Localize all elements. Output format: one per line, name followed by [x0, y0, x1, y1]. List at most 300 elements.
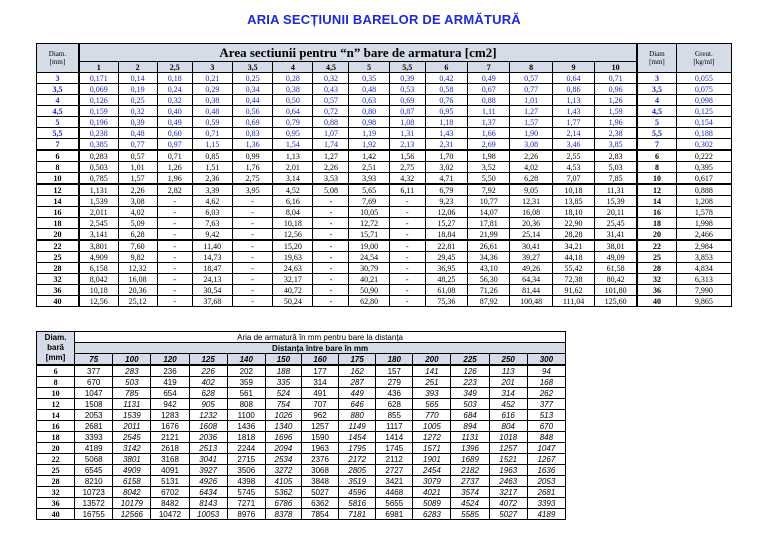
bar-area-table: [36, 43, 732, 307]
area-cell: 5027: [301, 487, 338, 498]
area-cell: 349: [451, 388, 489, 399]
area-cell: -: [157, 274, 192, 285]
area-cell: 0,76: [425, 95, 467, 106]
area-cell: 1,37: [468, 117, 510, 128]
area-cell: 2681: [75, 421, 113, 432]
area-cell: 1,56: [389, 150, 425, 162]
diameter-cell: 4: [37, 95, 79, 106]
count-header: 9: [552, 62, 594, 73]
area-cell: 0,77: [510, 84, 552, 95]
diameter-cell-right: 8: [637, 162, 676, 173]
area-cell: 7,63: [192, 218, 232, 229]
area-cell: 3,39: [192, 184, 232, 196]
area-cell: 3,95: [232, 184, 272, 196]
spacing-header: 120: [151, 354, 189, 366]
area-cell: 1901: [413, 454, 451, 465]
area-cell: -: [313, 207, 349, 218]
area-cell: 2805: [339, 465, 376, 476]
area-cell: 40,72: [273, 285, 313, 296]
area-cell: 71,26: [468, 285, 510, 296]
area-cell: 3079: [413, 476, 451, 487]
area-cell: 15,71: [349, 229, 389, 241]
area-cell: 30,79: [349, 263, 389, 274]
area-cell: 707: [301, 399, 338, 410]
area-cell: 87,92: [468, 296, 510, 307]
area-cell: 1571: [413, 443, 451, 454]
area-cell: 30,41: [510, 240, 552, 252]
area-cell: 1963: [301, 443, 338, 454]
area-cell: 1026: [265, 410, 301, 421]
area-cell: 0,71: [192, 128, 232, 139]
area-cell: 314: [489, 388, 527, 399]
area-cell: 7,60: [118, 240, 157, 252]
diameter-cell: 3,5: [37, 84, 79, 95]
area-cell: 436: [376, 388, 413, 399]
area-cell: 0,56: [232, 106, 272, 117]
area-cell: 101,80: [595, 285, 637, 296]
area-cell: 0,32: [157, 95, 192, 106]
weight-cell: 9,865: [676, 296, 731, 307]
table-row: [37, 207, 732, 218]
area-cell: 2,38: [595, 128, 637, 139]
area-cell: 5,09: [118, 218, 157, 229]
weight-cell: 0,395: [676, 162, 731, 173]
area-cell: 0,53: [389, 84, 425, 95]
area-cell: 2715: [227, 454, 265, 465]
area-cell: 5027: [489, 509, 527, 520]
area-cell: 9,23: [425, 196, 467, 207]
area-cell: 2172: [339, 454, 376, 465]
diameter-cell: 32: [37, 274, 79, 285]
diameter-cell: 28: [37, 263, 79, 274]
area-cell: 2376: [301, 454, 338, 465]
area-cell: -: [389, 218, 425, 229]
area-cell: 402: [189, 377, 227, 388]
area-cell: 1539: [113, 410, 151, 421]
area-cell: 1,57: [118, 173, 157, 185]
weight-cell: 0,222: [676, 150, 731, 162]
area-cell: 4189: [75, 443, 113, 454]
table-row: [37, 454, 566, 465]
area-cell: 6,158: [79, 263, 118, 274]
area-cell: 0,171: [79, 73, 118, 84]
area-cell: 4,71: [425, 173, 467, 185]
area-cell: -: [157, 296, 192, 307]
diameter-cell: 22: [37, 240, 79, 252]
area-cell: 5816: [339, 498, 376, 509]
area-cell: 0,64: [273, 106, 313, 117]
spacing-header: 225: [451, 354, 489, 366]
area-cell: 43,10: [468, 263, 510, 274]
area-cell: -: [389, 229, 425, 241]
diameter-cell: 36: [37, 285, 79, 296]
table-row: [37, 106, 732, 117]
diameter-cell-right: 28: [637, 263, 676, 274]
diameter-cell: 8: [37, 162, 79, 173]
area-cell: 3519: [339, 476, 376, 487]
area-cell: 2,69: [468, 139, 510, 151]
area-cell: 0,49: [468, 73, 510, 84]
area-cell: 279: [376, 377, 413, 388]
area-cell: 0,50: [273, 95, 313, 106]
count-header: 5,5: [389, 62, 425, 73]
count-header: 1: [79, 62, 118, 73]
table-row: [37, 84, 732, 95]
area-cell: 4189: [527, 509, 565, 520]
area-cell: 1,57: [510, 117, 552, 128]
area-cell: 393: [413, 388, 451, 399]
area-cell: 20,36: [510, 218, 552, 229]
diameter-cell: 8: [37, 377, 75, 388]
area-cell: 1,01: [118, 162, 157, 173]
area-cell: 1149: [339, 421, 376, 432]
area-cell: 3272: [265, 465, 301, 476]
area-cell: 1,18: [425, 117, 467, 128]
area-cell: 12,32: [118, 263, 157, 274]
area-cell: 419: [151, 377, 189, 388]
table-row: [37, 263, 732, 274]
area-cell: 1232: [189, 410, 227, 421]
area-cell: 880: [339, 410, 376, 421]
area-cell: 0,97: [157, 139, 192, 151]
area-cell: -: [313, 240, 349, 252]
diameter-cell: 7: [37, 139, 79, 151]
area-cell: 13572: [75, 498, 113, 509]
area-cell: 1005: [413, 421, 451, 432]
table-row: [37, 443, 566, 454]
area-cell: -: [232, 218, 272, 229]
area-cell: 0,18: [157, 73, 192, 84]
area-cell: 2,55: [552, 150, 594, 162]
table-row: [37, 162, 732, 173]
area-cell: 3,85: [595, 139, 637, 151]
area-cell: 3068: [301, 465, 338, 476]
diameter-cell: 25: [37, 465, 75, 476]
area-cell: 1414: [376, 432, 413, 443]
table-row: [37, 498, 566, 509]
area-cell: 3142: [113, 443, 151, 454]
table-row: [37, 476, 566, 487]
area-cell: 0,40: [157, 106, 192, 117]
diameter-cell: 32: [37, 487, 75, 498]
area-cell: 5,08: [313, 184, 349, 196]
area-cell: 491: [301, 388, 338, 399]
area-cell: 5131: [151, 476, 189, 487]
area-cell: 1,01: [510, 95, 552, 106]
area-cell: 44,18: [552, 252, 594, 263]
diameter-cell: 14: [37, 196, 79, 207]
table-row: [37, 377, 566, 388]
weight-cell: 0,302: [676, 139, 731, 151]
header-row: [37, 343, 566, 354]
header-row: [37, 332, 566, 343]
area-cell: 2,75: [389, 162, 425, 173]
diameter-cell: 40: [37, 509, 75, 520]
spacing-header: 175: [339, 354, 376, 366]
area-cell: 0,14: [118, 73, 157, 84]
spacing-header: 250: [489, 354, 527, 366]
area-cell: 0,71: [157, 150, 192, 162]
area-cell: 2737: [451, 476, 489, 487]
area-cell: 0,25: [118, 95, 157, 106]
area-cell: 32,17: [273, 274, 313, 285]
area-cell: 2,82: [157, 184, 192, 196]
area-cell: 785: [113, 388, 151, 399]
area-cell: 1,13: [273, 150, 313, 162]
page-title: ARIA SECȚIUNII BARELOR DE ARMĂTURĂ: [247, 12, 521, 27]
area-cell: 62,80: [349, 296, 389, 307]
area-cell: 4021: [413, 487, 451, 498]
area-cell: 2,26: [118, 184, 157, 196]
area-cell: 4,52: [273, 184, 313, 196]
diameter-cell: 28: [37, 476, 75, 487]
diameter-cell: 18: [37, 218, 79, 229]
area-cell: 808: [227, 399, 265, 410]
area-cell: 2545: [113, 432, 151, 443]
area-cell: 377: [75, 365, 113, 377]
area-cell: 4,909: [79, 252, 118, 263]
area-cell: 29,45: [425, 252, 467, 263]
area-cell: 15,20: [273, 240, 313, 252]
area-cell: 1,13: [552, 95, 594, 106]
area-cell: 5089: [413, 498, 451, 509]
area-cell: 848: [527, 432, 565, 443]
table-row: [37, 509, 566, 520]
area-cell: -: [157, 263, 192, 274]
area-cell: 4072: [489, 498, 527, 509]
area-cell: 0,64: [552, 73, 594, 84]
area-cell: 0,99: [232, 150, 272, 162]
area-cell: 0,785: [79, 173, 118, 185]
area-cell: 1,54: [273, 139, 313, 151]
diameter-cell-right: 3: [637, 73, 676, 84]
area-cell: -: [313, 196, 349, 207]
area-cell: 1636: [527, 465, 565, 476]
area-cell: 1047: [75, 388, 113, 399]
area-cell: 7271: [227, 498, 265, 509]
area-cell: 0,48: [118, 128, 157, 139]
area-cell: 39,27: [510, 252, 552, 263]
area-cell: 10472: [151, 509, 189, 520]
area-cell: 10,18: [79, 285, 118, 296]
area-cell: -: [157, 218, 192, 229]
spacing-header: 300: [527, 354, 565, 366]
area-cell: 3801: [113, 454, 151, 465]
area-cell: 9,82: [118, 252, 157, 263]
diameter-cell-right: 14: [637, 196, 676, 207]
area-cell: -: [313, 252, 349, 263]
area-cell: 754: [265, 399, 301, 410]
area-cell: 287: [339, 377, 376, 388]
area-cell: 3,141: [79, 229, 118, 241]
area-cell: 5,65: [349, 184, 389, 196]
area-cell: 524: [265, 388, 301, 399]
area-cell: 1131: [113, 399, 151, 410]
area-cell: 36,95: [425, 263, 467, 274]
area-cell: 0,63: [349, 95, 389, 106]
area-cell: 4,02: [510, 162, 552, 173]
area-cell: 628: [189, 388, 227, 399]
table-row: [37, 240, 732, 252]
area-cell: 0,503: [79, 162, 118, 173]
area-cell: 19,00: [349, 240, 389, 252]
area-cell: 3574: [451, 487, 489, 498]
area-cell: 22,81: [425, 240, 467, 252]
table-row: [37, 421, 566, 432]
area-cell: 0,238: [79, 128, 118, 139]
area-cell: 0,98: [349, 117, 389, 128]
area-cell: 49,09: [595, 252, 637, 263]
area-cell: 942: [151, 399, 189, 410]
area-cell: 2,51: [349, 162, 389, 173]
area-cell: 6981: [376, 509, 413, 520]
area-cell: 2,26: [510, 150, 552, 162]
area-cell: 7,69: [349, 196, 389, 207]
area-cell: 19,63: [273, 252, 313, 263]
spacing-header: 125: [189, 354, 227, 366]
count-header: 2: [118, 62, 157, 73]
area-cell: 1,98: [468, 150, 510, 162]
diameter-cell: 16: [37, 207, 79, 218]
area-cell: 10,18: [273, 218, 313, 229]
area-cell: 0,69: [389, 95, 425, 106]
area-cell: 1,36: [232, 139, 272, 151]
header-row: [37, 44, 732, 62]
area-cell: 0,38: [273, 84, 313, 95]
area-cell: 335: [265, 377, 301, 388]
area-cell: 0,196: [79, 117, 118, 128]
area-cell: 684: [451, 410, 489, 421]
area-cell: 15,39: [595, 196, 637, 207]
area-cell: 6158: [113, 476, 151, 487]
area-cell: 1283: [151, 410, 189, 421]
area-cell: 1521: [489, 454, 527, 465]
area-cell: 10179: [113, 498, 151, 509]
area-cell: 28,28: [552, 229, 594, 241]
area-cell: 1,26: [595, 95, 637, 106]
weight-cell: 0,188: [676, 128, 731, 139]
diameter-cell: 5,5: [37, 128, 79, 139]
area-cell: 8378: [265, 509, 301, 520]
area-cell: 4468: [376, 487, 413, 498]
area-cell: 4926: [189, 476, 227, 487]
area-cell: 14,73: [192, 252, 232, 263]
weight-header: Greut. [kg/ml]: [676, 44, 731, 73]
area-cell: 4524: [451, 498, 489, 509]
area-cell: 452: [489, 399, 527, 410]
area-cell: 18,47: [192, 263, 232, 274]
area-cell: 5362: [265, 487, 301, 498]
area-cell: 3506: [227, 465, 265, 476]
area-cell: 1,19: [349, 128, 389, 139]
area-cell: 5745: [227, 487, 265, 498]
area-cell: -: [232, 285, 272, 296]
area-cell: -: [157, 252, 192, 263]
table-row: [37, 196, 732, 207]
area-cell: 4,02: [118, 207, 157, 218]
area-cell: 24,13: [192, 274, 232, 285]
area-cell: 17,81: [468, 218, 510, 229]
area-cell: 2727: [376, 465, 413, 476]
table-row: [37, 117, 732, 128]
area-cell: 9,42: [192, 229, 232, 241]
area-cell: 16,08: [118, 274, 157, 285]
area-cell: 2681: [527, 487, 565, 498]
area-cell: 1,27: [313, 150, 349, 162]
spacing-header: 100: [113, 354, 151, 366]
area-cell: 5585: [451, 509, 489, 520]
area-cell: 177: [301, 365, 338, 377]
diameter-cell: 36: [37, 498, 75, 509]
area-cell: 8042: [113, 487, 151, 498]
weight-cell: 3,853: [676, 252, 731, 263]
area-cell: 1,96: [595, 117, 637, 128]
area-cell: -: [313, 274, 349, 285]
area-cell: 18,84: [425, 229, 467, 241]
area-cell: 11,31: [595, 184, 637, 196]
area-cell: 1396: [451, 443, 489, 454]
area-cell: 1272: [413, 432, 451, 443]
area-cell: 3,52: [468, 162, 510, 173]
area-cell: 0,86: [552, 84, 594, 95]
area-cell: 6,28: [510, 173, 552, 185]
area-cell: 14,07: [468, 207, 510, 218]
area-cell: 8143: [189, 498, 227, 509]
area-cell: 226: [189, 365, 227, 377]
spacing-header: 160: [301, 354, 338, 366]
area-cell: 0,44: [232, 95, 272, 106]
area-cell: 0,72: [313, 106, 349, 117]
area-cell: 12566: [113, 509, 151, 520]
table-row: [37, 296, 732, 307]
area-cell: 21,99: [468, 229, 510, 241]
area-cell: -: [157, 207, 192, 218]
area-cell: 2,83: [595, 150, 637, 162]
area-cell: 1608: [189, 421, 227, 432]
area-cell: 2,36: [192, 173, 232, 185]
area-cell: 0,48: [192, 106, 232, 117]
area-cell: -: [389, 252, 425, 263]
area-cell: 1508: [75, 399, 113, 410]
area-cell: 201: [489, 377, 527, 388]
area-cell: 0,28: [273, 73, 313, 84]
area-cell: 202: [227, 365, 265, 377]
spacing-header: 140: [227, 354, 265, 366]
area-cell: 12,31: [510, 196, 552, 207]
area-cell: 20,11: [595, 207, 637, 218]
area-cell: 91,62: [552, 285, 594, 296]
area-cell: 3,08: [118, 196, 157, 207]
area-cell: -: [232, 252, 272, 263]
area-cell: 2463: [489, 476, 527, 487]
area-cell: 1745: [376, 443, 413, 454]
area-cell: 1,70: [425, 150, 467, 162]
area-cell: 905: [189, 399, 227, 410]
area-cell: -: [389, 263, 425, 274]
area-cell: 0,126: [79, 95, 118, 106]
area-cell: 80,42: [595, 274, 637, 285]
spacing-row: [37, 354, 566, 366]
table-row: [37, 218, 732, 229]
diam-header-right: Diam [mm]: [637, 44, 676, 73]
area-cell: 0,85: [192, 150, 232, 162]
area-cell: 654: [151, 388, 189, 399]
area-cell: 1,26: [157, 162, 192, 173]
area-cell: 48,25: [425, 274, 467, 285]
table-row: [37, 95, 732, 106]
area-cell: 16,08: [510, 207, 552, 218]
area-cell: -: [232, 296, 272, 307]
